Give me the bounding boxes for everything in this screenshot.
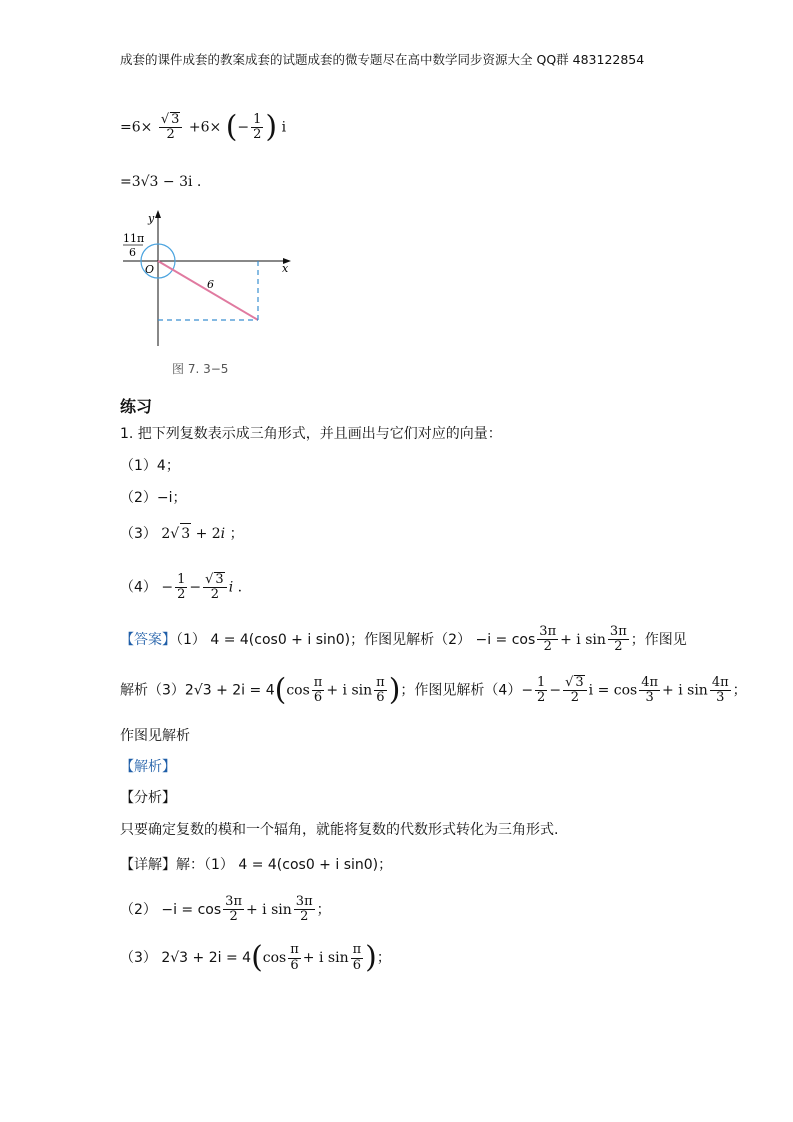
question-stem: 1. 把下列复数表示成三角形式，并且画出与它们对应的向量： <box>120 426 502 442</box>
angle-label-den: 6 <box>129 246 136 259</box>
section-title: 练习 <box>120 397 153 416</box>
y-label: y <box>148 212 155 225</box>
fenxi-tag: 【分析】 <box>120 790 176 806</box>
fraction: $\frac{1}{2}$ <box>253 111 262 142</box>
answer-line-2: 解析（3）2√3 + 2i = 4(cos $\frac{\pi}{6}$ + i sin $\frac{\pi}{6}$ )；作图见解析（4）− $\frac{1}{2}$ − $\frac{√ 3}{2}$ i = cos $\frac{4\pi}{3}$ + i sin $\frac{4\pi}{3}$ ； <box>120 672 747 708</box>
detail-line-3: （3） 2√3 + 2i = 4(cos $\frac{\pi}{6}$ + i sin $\frac{\pi}{6}$ )； <box>120 940 391 975</box>
question-item-4: （4） − $\frac{1}{2}$ − $\frac{√ 3}{2}$ i . <box>120 571 243 603</box>
detail-line-2: （2） −i = cos $\frac{3\pi}{2}$ + i sin $\frac{3\pi}{2}$ ； <box>120 894 331 925</box>
angle-label-num: 11π <box>123 232 145 245</box>
detail-tag: 【详解】 <box>120 857 176 873</box>
answer-line-1: 【答案】（1） 4 = 4(cos0 + i sin0)；作图见解析（2） −i = cos $\frac{3\pi}{2}$ + i sin $\frac{3\pi}{2}$ ；作图见 <box>120 624 687 655</box>
calc-text: +6× <box>188 119 222 136</box>
complex-plane-figure <box>115 208 305 378</box>
answer-tag: 【答案】 <box>120 631 176 648</box>
y-axis-arrow <box>155 210 161 218</box>
x-label: x <box>282 262 289 275</box>
question-item-2: （2）−i； <box>120 490 187 506</box>
answer-line-3: 作图见解析 <box>120 728 190 744</box>
question-item-1: （1）4； <box>120 458 180 474</box>
calc-text: i <box>281 119 287 136</box>
fenxi-text: 只要确定复数的模和一个辐角，就能将复数的代数形式转化为三角形式. <box>120 822 559 838</box>
analysis-tag: 【解析】 <box>120 759 176 775</box>
origin-label: O <box>145 263 155 276</box>
calc-line-2: =3√3 − 3i . <box>120 174 202 190</box>
question-item-3: （3） 2√ 3 + 2i ； <box>120 523 244 544</box>
calc-text: =6× <box>120 119 153 136</box>
figure-caption: 图 7. 3−5 <box>172 362 229 376</box>
calc-line-1: =6× $\frac{√ 3}{2}$ +6× (− $\frac{1}{2}$ ) i <box>120 109 287 145</box>
page-header: 成套的课件成套的教案成套的试题成套的微专题尽在高中数学同步资源大全 QQ群 483122854 <box>120 52 645 67</box>
length-label: 6 <box>207 278 214 291</box>
fraction: $\frac{√ 3}{2}$ <box>159 112 183 143</box>
detail-line-1: 【详解】解：（1） 4 = 4(cos0 + i sin0)； <box>120 857 393 873</box>
